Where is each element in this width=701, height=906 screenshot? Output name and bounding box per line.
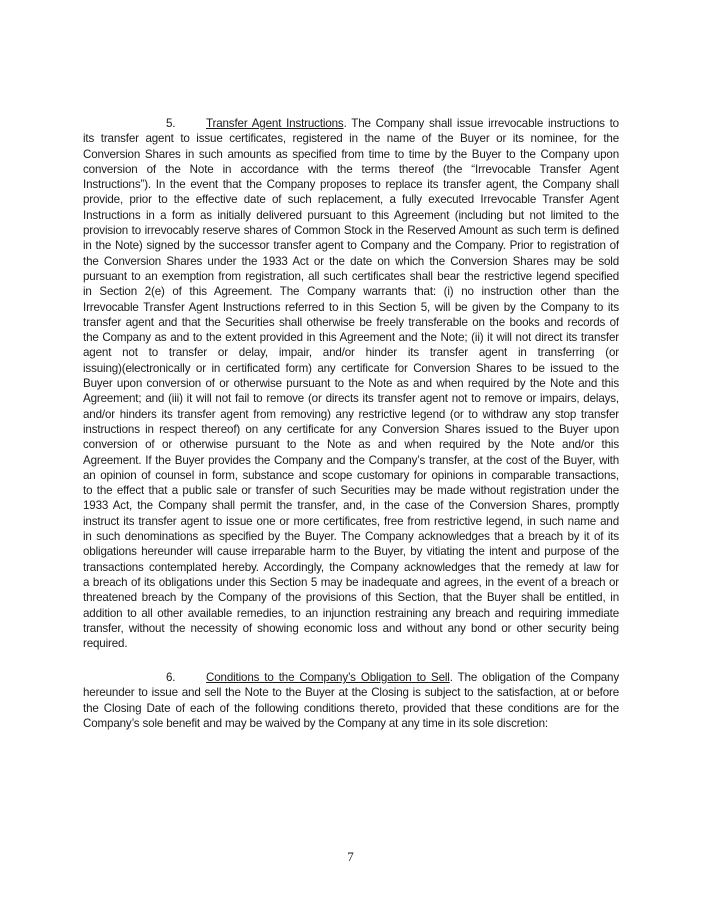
section-6-number: 6.	[166, 671, 176, 684]
section-5-line: its transfer agent to issue certificates, registered in the name of the Buyer or its nominee, for the	[83, 132, 619, 146]
section-5-line: obligations hereunder will cause irreparable harm to the Buyer, by vitiating the intent and purpose of the	[83, 545, 619, 559]
section-5-line: Buyer upon conversion of or otherwise pursuant to the Note as and when required by the Note and this	[83, 377, 619, 391]
section-6-paragraph	[83, 670, 619, 731]
section-6-line-0: . The obligation of the Company	[449, 671, 619, 684]
section-5-heading: Transfer Agent Instructions	[206, 117, 344, 130]
section-5-line: transfer agent and that the Securities shall otherwise be freely transferable on the books and records of	[83, 315, 619, 329]
section-5-line: the Conversion Shares under the 1933 Act or the date on which the Conversion Shares may be sold	[83, 254, 619, 268]
section-6-heading: Conditions to the Company’s Obligation to Sell	[206, 671, 450, 684]
section-5-line: instructions in respect thereof) on any certificate for any Conversion Shares issued to the Buyer upon	[83, 422, 619, 436]
section-5-line: to the effect that a public sale or transfer of such Securities may be made without registration under the	[83, 484, 619, 498]
section-6-line: hereunder to issue and sell the Note to the Buyer at the Closing is subject to the satisfaction, at or before	[83, 686, 619, 700]
section-5-line: Irrevocable Transfer Agent Instructions referred to in this Section 5, will be given by the Company to its	[83, 300, 619, 314]
section-5-line: Agreement; and (iii) it will not fail to remove (or directs its transfer agent not to remove or impairs, delays,	[83, 392, 619, 406]
section-5-line: the Company as and to the extent provided in this Agreement and the Note; (ii) it will not direct its transfer	[83, 331, 619, 345]
section-5-line: provision to irrevocably reserve shares of Common Stock in the Reserved Amount as such term is defined	[83, 224, 619, 238]
section-5-line: Instructions in a form as initially delivered pursuant to this Agreement (including but not limited to the	[83, 208, 619, 222]
section-5-line: Agreement. If the Buyer provides the Company and the Company’s transfer, at the cost of the Buyer, with	[83, 453, 619, 467]
section-5-line-last: required.	[83, 637, 128, 651]
section-5-line: addition to all other available remedies, to an injunction restraining any breach and requiring immediate	[83, 606, 619, 620]
page-number: 7	[347, 849, 354, 864]
section-5-line: pursuant to an exemption from registration, all such certificates shall bear the restrictive legend specified	[83, 269, 619, 283]
section-6-first-line	[83, 670, 619, 685]
section-5-line: conversion of or otherwise pursuant to the Note as and when required by the Note and/or this	[83, 438, 619, 452]
section-5-line: an opinion of counsel in form, substance and scope customary for opinions in comparable transactions,	[83, 468, 619, 482]
section-5-line: 1933 Act, the Company shall permit the transfer, and, in the case of the Conversion Shares, promptly	[83, 499, 619, 513]
section-5-line: Instructions”). In the event that the Company proposes to replace its transfer agent, the Company shall	[83, 178, 619, 192]
section-6-line: the Closing Date of each of the following conditions thereto, provided that these conditions are for the	[83, 701, 619, 715]
section-5-line: conversion of the Note in accordance with the terms thereof (the “Irrevocable Transfer Agent	[83, 162, 619, 176]
section-5-line: transactions contemplated hereby. Accordingly, the Company acknowledges that the remedy at law for	[83, 560, 619, 574]
section-5-line: Conversion Shares in such amounts as specified from time to time by the Buyer to the Company upon	[83, 147, 619, 161]
section-5-line: threatened breach by the Company of the provisions of this Section, that the Buyer shall be entitled, in	[83, 591, 619, 605]
section-5-line: issuing)(electronically or in certificated form) any certificate for Conversion Shares to be issued to the	[83, 361, 619, 375]
section-5-line-0: . The Company shall issue irrevocable instructions to	[343, 117, 619, 130]
section-5-paragraph	[83, 116, 619, 651]
section-5-line: in the Note) signed by the successor transfer agent to Company and the Company. Prior to registration of	[83, 239, 619, 253]
section-5-line: a breach of its obligations under this Section 5 may be inadequate and agrees, in the event of a breach or	[83, 575, 619, 589]
section-5-line: provide, prior to the effective date of such replacement, a fully executed Irrevocable Transfer Agent	[83, 193, 619, 207]
section-5-line: and/or hinders its transfer agent from removing) any restrictive legend (or to withdraw any stop transfer	[83, 407, 619, 421]
section-5-line: in such denominations as specified by the Buyer. The Company acknowledges that a breach by it of its	[83, 530, 619, 544]
section-5-first-line	[83, 116, 619, 131]
section-5-line: transfer, without the necessity of showing economic loss and without any bond or other security being	[83, 621, 619, 635]
section-5-line: agent not to transfer or delay, impair, and/or hinder its transfer agent in transferring (or	[83, 346, 619, 360]
section-5-number: 5.	[166, 117, 176, 130]
section-6-line-last: Company’s sole benefit and may be waived by the Company at any time in its sole discretion:	[83, 716, 548, 730]
section-5-line: instruct its transfer agent to issue one or more certificates, free from restrictive legend, in such name and	[83, 514, 619, 528]
section-5-line: in Section 2(e) of this Agreement. The Company warrants that: (i) no instruction other than the	[83, 285, 619, 299]
